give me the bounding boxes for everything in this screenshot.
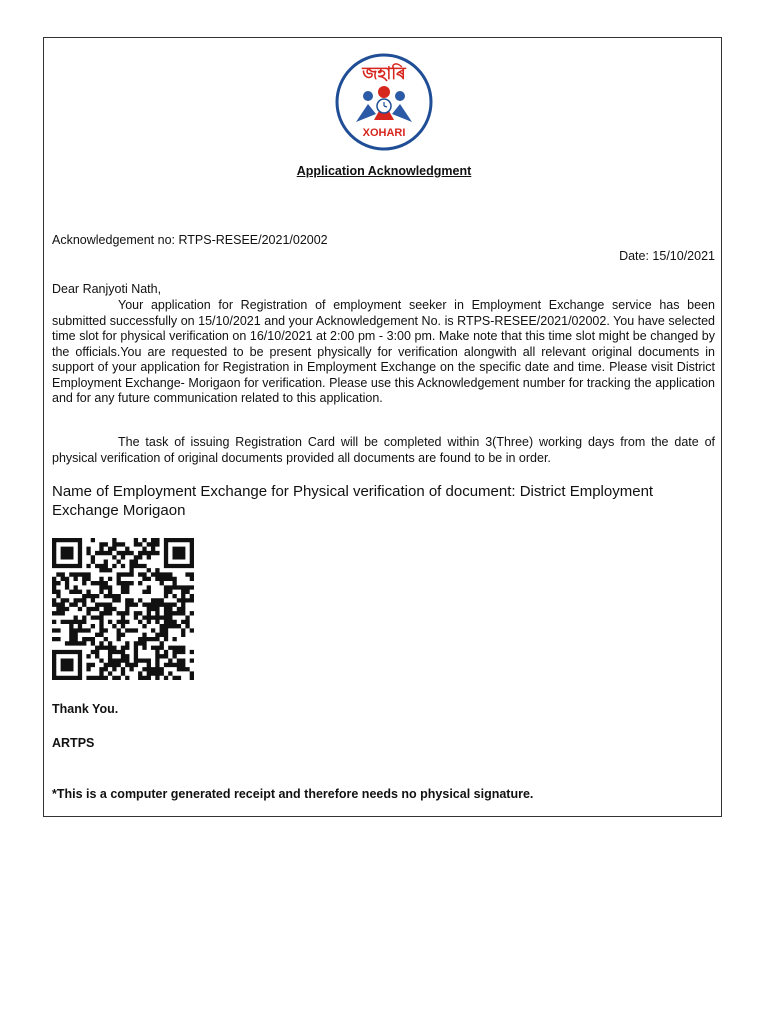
xohari-logo bbox=[334, 52, 434, 152]
svg-text:জহাৰি: জহাৰি bbox=[362, 64, 406, 84]
body-paragraph-2-text: The task of issuing Registration Card will be completed within 3(Three) working days from the date of physical verification of original documents provided all documents are found to be in order. bbox=[52, 435, 715, 465]
qr-code-icon bbox=[52, 538, 194, 680]
svg-text:XOHARI: XOHARI bbox=[362, 127, 406, 139]
body-paragraph-2 bbox=[52, 435, 715, 466]
document-border bbox=[43, 37, 722, 817]
body-paragraph-1 bbox=[52, 298, 715, 407]
date: Date: 15/10/2021 bbox=[619, 249, 715, 263]
page-title: Application Acknowledgment bbox=[296, 164, 472, 178]
footnote: *This is a computer generated receipt and therefore needs no physical signature. bbox=[52, 787, 534, 801]
salutation: Dear Ranjyoti Nath, bbox=[52, 282, 162, 296]
exchange-info: Name of Employment Exchange for Physical verification of document: District Employment Exchange Morigaon bbox=[52, 483, 654, 519]
closing-text: Thank You. bbox=[52, 702, 119, 716]
acknowledgement-number: Acknowledgement no: RTPS-RESEE/2021/02002 bbox=[52, 233, 328, 247]
signatory: ARTPS bbox=[52, 736, 95, 750]
body-paragraph-1-text: Your application for Registration of employment seeker in Employment Exchange service has been submitted successfully on 15/10/2021 and your Acknowledgement No. is RTPS-RESEE/2021/02002. You have selected time slot for physical verification on 16/10/2021 at 2:00 pm - 3:00 pm. Make note that this time slot might be changed by the officials.You are requested to be present physically for verification alongwith all relevant original documents in support of your application for Registration in Employment Exchange on the specific date and time. Please visit District Employment Exchange- Morigaon for verification. Please use this Acknowledgement number for tracking the application and for any future communication related to this application. bbox=[52, 298, 715, 405]
